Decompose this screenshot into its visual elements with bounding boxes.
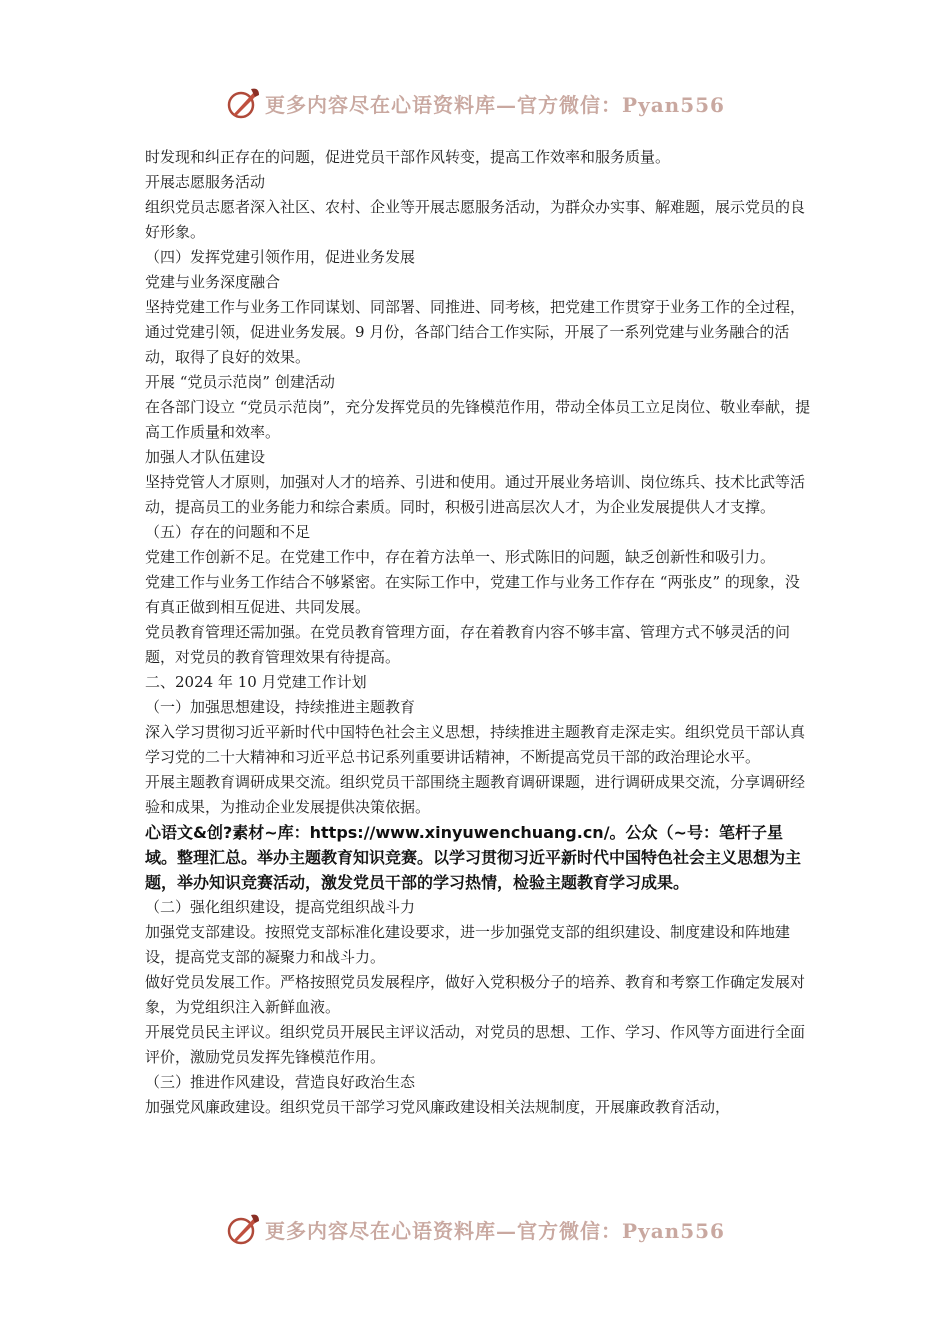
header-banner <box>0 83 950 123</box>
paragraph: 党员教育管理还需加强。在党员教育管理方面，存在着教育内容不够丰富、管理方式不够灵活的问题，对党员的教育管理效果有待提高。 <box>145 623 791 666</box>
section-heading: 开展志愿服务活动 <box>145 173 266 191</box>
quill-pen-logo-icon <box>225 85 261 121</box>
paragraph: 加强党风廉政建设。组织党员干部学习党风廉政建设相关法规制度，开展廉政教育活动， <box>145 1098 731 1116</box>
section-heading: （五）存在的问题和不足 <box>145 523 311 541</box>
paragraph: 做好党员发展工作。严格按照党员发展程序，做好入党积极分子的培养、教育和考察工作确定发展对象，为党组织注入新鲜血液。 <box>145 973 806 1016</box>
paragraph: 党建工作创新不足。在党建工作中，存在着方法单一、形式陈旧的问题，缺乏创新性和吸引力。 <box>145 548 776 566</box>
section-heading: 开展 “党员示范岗” 创建活动 <box>145 373 335 391</box>
paragraph: 组织党员志愿者深入社区、农村、企业等开展志愿服务活动，为群众办实事、解难题，展示党员的良好形象。 <box>145 198 806 241</box>
section-heading: 党建与业务深度融合 <box>145 273 281 291</box>
footer-banner <box>0 1209 950 1249</box>
bold-paragraph: 心语文&创?素材~库：https://www.xinyuwenchuang.cn/。公众（~号：笔杆子星域。整理汇总。举办主题教育知识竞赛。以学习贯彻习近平新时代中国特色社会主义思想为主题，举办知识竞赛活动，激发党员干部的学习热情，检验主题教育学习成果。 <box>145 823 802 892</box>
paragraph: 开展党员民主评议。组织党员开展民主评议活动，对党员的思想、工作、学习、作风等方面进行全面评价，激励党员发挥先锋模范作用。 <box>145 1023 806 1066</box>
paragraph: 加强党支部建设。按照党支部标准化建设要求，进一步加强党支部的组织建设、制度建设和阵地建设，提高党支部的凝聚力和战斗力。 <box>145 923 791 966</box>
quill-pen-logo-icon <box>225 1211 261 1247</box>
paragraph: 在各部门设立 “党员示范岗”，充分发挥党员的先锋模范作用，带动全体员工立足岗位、敬业奉献，提高工作质量和效率。 <box>145 398 811 441</box>
section-heading: （三）推进作风建设，营造良好政治生态 <box>145 1073 416 1091</box>
paragraph: 党建工作与业务工作结合不够紧密。在实际工作中，党建工作与业务工作存在 “两张皮” 的现象，没有真正做到相互促进、共同发展。 <box>145 573 800 616</box>
paragraph: 时发现和纠正存在的问题，促进党员干部作风转变，提高工作效率和服务质量。 <box>145 148 671 166</box>
paragraph: 深入学习贯彻习近平新时代中国特色社会主义思想，持续推进主题教育走深走实。组织党员干部认真学习党的二十大精神和习近平总书记系列重要讲话精神，不断提高党员干部的政治理论水平。 <box>145 723 806 766</box>
section-heading: （一）加强思想建设，持续推进主题教育 <box>145 698 416 716</box>
document-body <box>145 145 813 1120</box>
section-heading: 二、2024 年 10 月党建工作计划 <box>145 673 367 691</box>
paragraph: 坚持党建工作与业务工作同谋划、同部署、同推进、同考核，把党建工作贯穿于业务工作的全过程，通过党建引领，促进业务发展。9 月份，各部门结合工作实际，开展了一系列党建与业务融合的活动，取得了良好的效果。 <box>145 298 806 366</box>
section-heading: 加强人才队伍建设 <box>145 448 266 466</box>
paragraph: 坚持党管人才原则，加强对人才的培养、引进和使用。通过开展业务培训、岗位练兵、技术比武等活动，提高员工的业务能力和综合素质。同时，积极引进高层次人才，为企业发展提供人才支撑。 <box>145 473 806 516</box>
footer-banner-text: 更多内容尽在心语资料库—官方微信：Pyan556 <box>265 1218 725 1243</box>
section-heading: （四）发挥党建引领作用，促进业务发展 <box>145 248 416 266</box>
paragraph: 开展主题教育调研成果交流。组织党员干部围绕主题教育调研课题，进行调研成果交流，分享调研经验和成果，为推动企业发展提供决策依据。 <box>145 773 806 816</box>
header-banner-text: 更多内容尽在心语资料库—官方微信：Pyan556 <box>265 92 725 117</box>
section-heading: （二）强化组织建设，提高党组织战斗力 <box>145 898 416 916</box>
